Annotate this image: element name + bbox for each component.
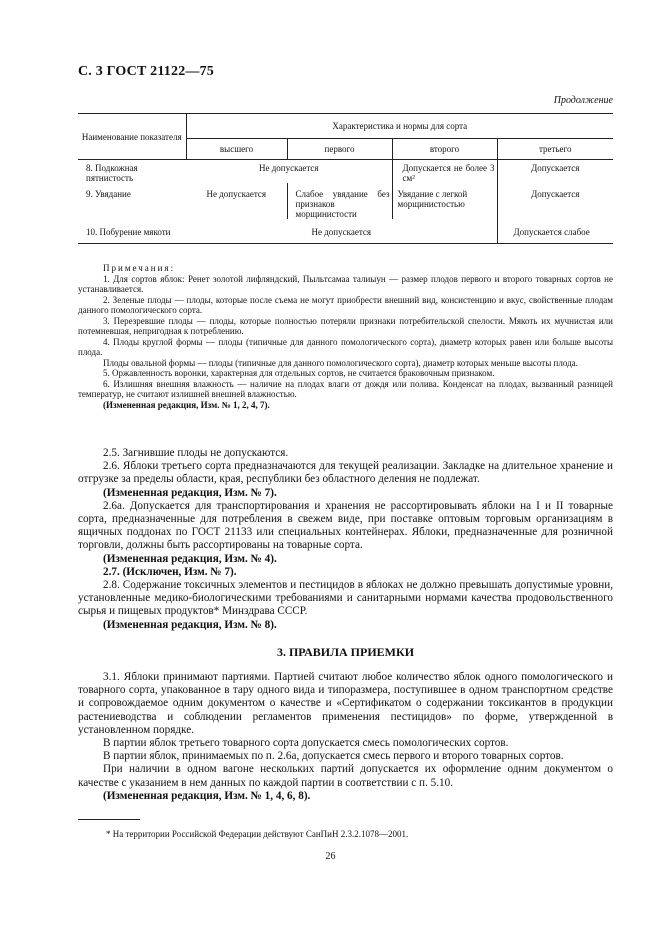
note-item: Плоды овальной формы — плоды (типичные для данного помологического сорта), диаметр которых меньше высоты плода. (103, 357, 578, 368)
amendment-note: (Измененная редакция, Изм. № 1, 4, 6, 8). (103, 789, 311, 802)
note-item: 5. Оржавленность воронки, характерная для отдельных сортов, не считается браковочным признаком. (103, 368, 495, 378)
note-item: 6. Излишняя внешняя влажность — наличие на плодах влаги от дождя или полива. Конденсат на плодах, вызванный разницей температур, не считают излишней внешней влажностью. (78, 378, 613, 399)
quality-table (78, 113, 613, 244)
document-header: С. 3 ГОСТ 21122—75 (78, 64, 215, 79)
paragraph-3-1-grades: В партии яблок, принимаемых по п. 2.6а, допускается смесь первого и второго товарных сортов. (103, 750, 564, 763)
amendment-note: (Измененная редакция, Изм. № 8). (103, 618, 277, 631)
paragraph-2-8: 2.8. Содержание токсичных элементов и пестицидов в яблоках не должно превышать допустимые уровни, установленные медико-биологическими требованиями и санитарными нормами качества продовольственного сырья и пищевых продуктов* Минздрава СССР. (78, 579, 613, 618)
note-item: 4. Плоды круглой формы — плоды (типичные для данного помологического сорта), диаметр которых равен или больше высоты плода. (78, 336, 613, 357)
row-value: Увядание с легкой морщинистостью (392, 183, 497, 219)
row-name: 9. Увядание (86, 189, 131, 199)
table-row (78, 183, 613, 219)
continuation-label: Продолжение (553, 95, 613, 106)
note-item: 3. Перезревшие плоды — плоды, которые полностью потеряли признаки потребительской спелости. Мякоть их мучнистая или потемневшая, непригодная к потреблению. (78, 315, 613, 336)
table-row (78, 160, 613, 184)
row-value: Не допускается (258, 163, 319, 173)
amendment-note: (Измененная редакция, Изм. № 1, 2, 4, 7). (103, 399, 270, 410)
document-body (78, 447, 613, 803)
row-name: 10. Побурение мякоти (78, 219, 186, 244)
paragraph-3-1-mix: В партии яблок третьего товарного сорта допускается смесь помологических сортов. (103, 737, 509, 750)
paragraph-2-6: 2.6. Яблоки третьего сорта предназначаются для текущей реализации. Закладке на длительное хранение и отгрузке за пределы области, края, республики без областного деления не подлежат. (78, 460, 613, 486)
paragraph-2-7: 2.7. (Исключен, Изм. № 7). (103, 565, 237, 578)
grade-header: высшего (186, 138, 287, 159)
paragraph-2-5: 2.5. Загнившие плоды не допускаются. (103, 447, 289, 459)
row-value: Допускается (497, 160, 613, 184)
paragraph-2-6a: 2.6а. Допускается для транспортирования и хранения не рассортировывать яблоки на I и II товарные сорта, предназначенные для потребления в свежем виде, при поставке оптовым торговым организациям в ящичных поддонах по ГОСТ 21133 или специальных контейнерах. Яблоки, предназначенные для розничной торговли, должны быть рассортированы на товарные сорта. (78, 499, 613, 552)
row-value: Слабое увядание без признаков морщинистости (287, 183, 392, 219)
grade-header: второго (392, 138, 497, 159)
footnote-divider (78, 819, 140, 820)
row-value: Допускается слабое (497, 219, 613, 244)
row-value: Не допускается (186, 219, 497, 244)
row-value: Не допускается (206, 189, 267, 199)
table-notes (78, 263, 613, 410)
amendment-note: (Измененная редакция, Изм. № 7). (103, 486, 277, 499)
row-value: Допускается (497, 183, 613, 219)
grade-header: первого (287, 138, 392, 159)
notes-title: Примечания: (103, 263, 176, 273)
section-heading: 3. ПРАВИЛА ПРИЕМКИ (276, 644, 415, 659)
row-name: 8. Подкожная пятнистость (86, 163, 138, 183)
footnote: * На территории Российской Федерации действуют СанПиН 2.3.2.1078—2001. (106, 829, 409, 839)
row-value: Допускается не более 3 см² (392, 160, 497, 184)
grade-header: третьего (497, 138, 613, 159)
note-item: 2. Зеленые плоды — плоды, которые после съема не могут приобрести внешний вид, консистенцию и вкус, свойственные плодам данного помологического сорта. (78, 294, 613, 315)
column-header-name: Наименование показателя (78, 114, 186, 160)
column-header-characteristics: Характеристика и нормы для сорта (186, 114, 613, 139)
note-item: 1. Для сортов яблок: Ренет золотой лифляндский, Пыльтсамаа талиыун — размер плодов первого и второго товарных сортов не устанавливается. (78, 273, 613, 294)
table-row (78, 219, 613, 244)
paragraph-3-1: 3.1. Яблоки принимают партиями. Партией считают любое количество яблок одного помологического и товарного сорта, упакованное в тару одного вида и типоразмера, поступившее в одном транспортном средстве и сопровождаемое одним документом о качестве и «Сертификатом о содержании токсикантов в продукции растениеводства и соблюдении регламентов применения пестицидов» по форме, утвержденной в установленном порядке. (78, 671, 613, 736)
amendment-note: (Измененная редакция, Изм. № 4). (103, 552, 277, 565)
page-number: 26 (325, 851, 336, 862)
paragraph-3-1-wagon: При наличии в одном вагоне нескольких партий допускается их оформление одним документом о качестве с указанием в нем данных по каждой партии в соответствии с п. 5.10. (78, 763, 613, 789)
